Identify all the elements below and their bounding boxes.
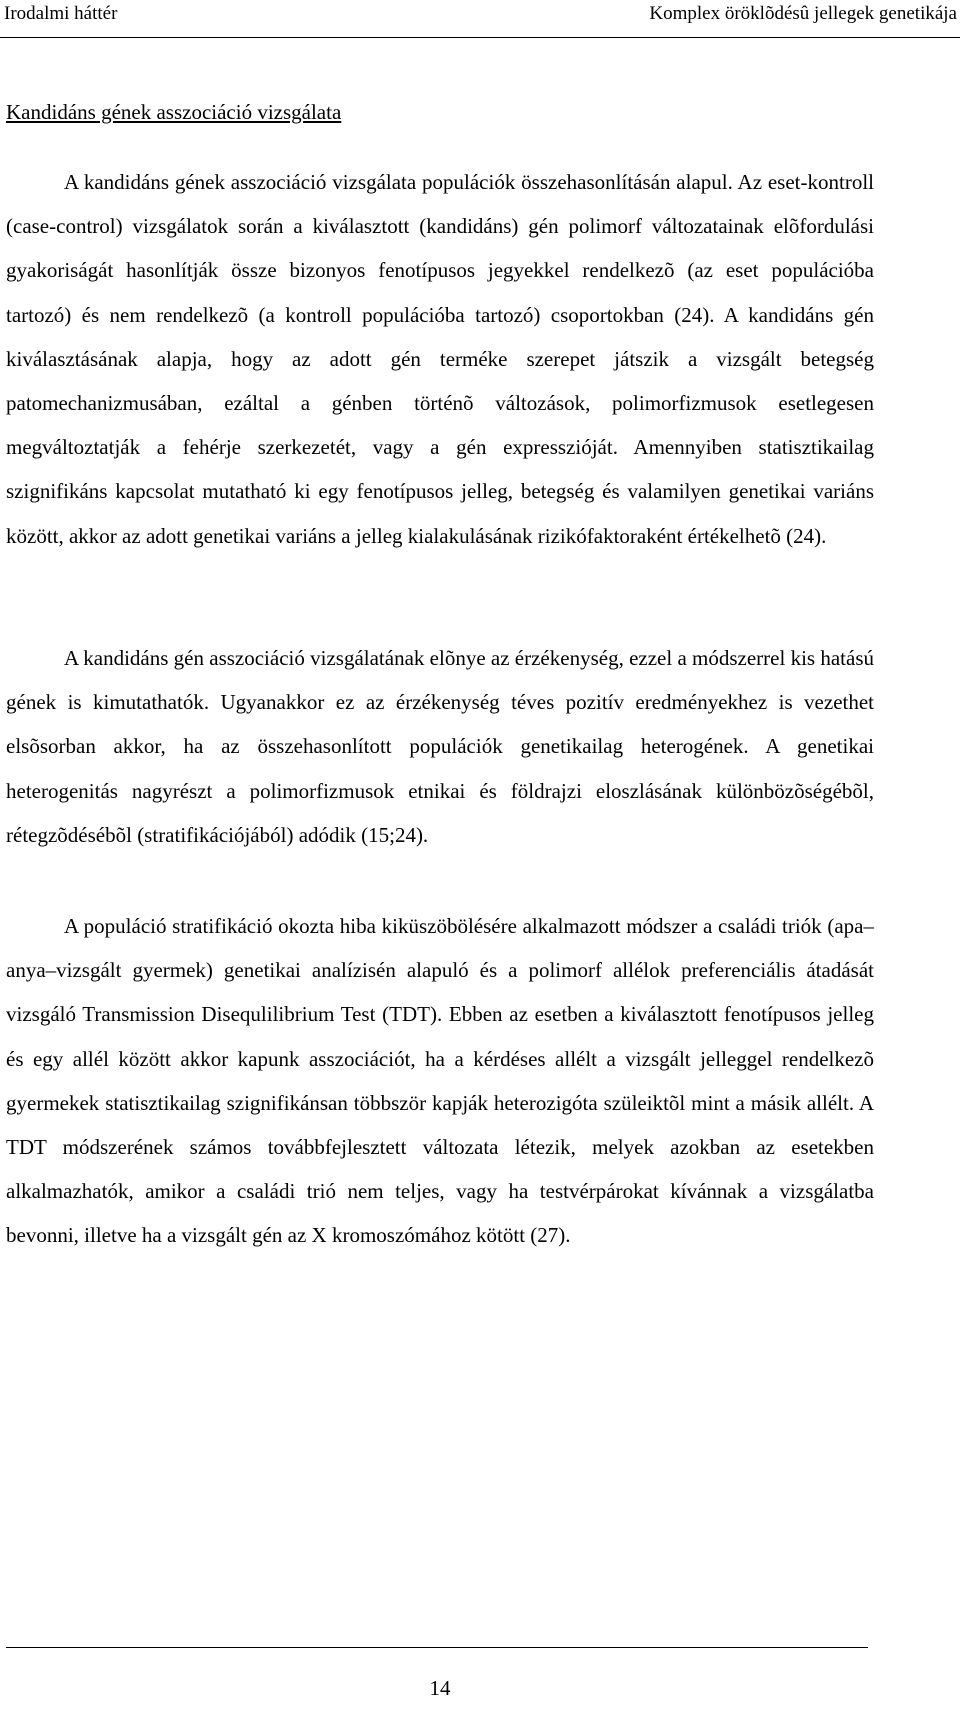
paragraph: A kandidáns gén asszociáció vizsgálatának elõnye az érzékenység, ezzel a módszerrel kis hatású gének is kimutathatók. Ugyanakkor ez az érzékenység téves pozitív eredményekhez is vezethet elsõsorban akkor, ha az összehasonlított populációk genetikailag heterogének. A genetikai heterogenitás nagyrészt a polimorfizmusok etnikai és földrajzi eloszlásának különbözõségébõl, rétegzõdésébõl (stratifikációjából) adódik (15;24). (6, 646, 874, 847)
running-header (0, 0, 960, 38)
paragraph: A populáció stratifikáció okozta hiba kiküszöbölésére alkalmazott módszer a családi triók (apa–anya–vizsgált gyermek) genetikai analízisén alapuló és a polimorf allélok preferenciális átadását vizsgáló Transmission Disequlilibrium Test (TDT). Ebben az esetben a kiválasztott fenotípusos jelleg és egy allél között akkor kapunk asszociációt, ha a kérdéses allélt a vizsgált jelleggel rendelkezõ gyermekek statisztikailag szignifikánsan többször kapják heterozigóta szüleiktõl mint a másik allélt. A TDT módszerének számos továbbfejlesztett változata létezik, melyek azokban az esetekben alkalmazhatók, amikor a családi trió nem teljes, vagy ha testvérpárokat kívánnak a vizsgálatba bevonni, illetve ha a vizsgált gén az X kromoszómához kötött (27). (6, 914, 874, 1248)
section-heading: Kandidáns gének asszociáció vizsgálata (6, 100, 342, 124)
header-chapter-title: Komplex öröklõdésû jellegek genetikája (649, 3, 957, 24)
paragraph: A kandidáns gének asszociáció vizsgálata populációk összehasonlításán alapul. Az eset-kontroll (case-control) vizsgálatok során a kiválasztott (kandidáns) gén polimorf változatainak elõfordulási gyakoriságát hasonlítják össze bizonyos fenotípusos jegyekkel rendelkezõ (az eset populációba tartozó) és nem rendelkezõ (a kontroll populációba tartozó) csoportokban (24). A kandidáns gén kiválasztásának alapja, hogy az adott gén terméke szerepet játszik a vizsgált betegség patomechanizmusában, ezáltal a génben történõ változások, polimorfizmusok esetlegesen megváltoztatják a fehérje szerkezetét, vagy a gén expresszióját. Amennyiben statisztikailag szignifikáns kapcsolat mutatható ki egy fenotípusos jelleg, betegség és valamilyen genetikai variáns között, akkor az adott genetikai variáns a jelleg kialakulásának rizikófaktoraként értékelhetõ (24). (6, 170, 874, 548)
header-section-title: Irodalmi háttér (4, 3, 118, 24)
page-number: 14 (429, 1676, 451, 1700)
footer-rule (6, 1647, 868, 1648)
